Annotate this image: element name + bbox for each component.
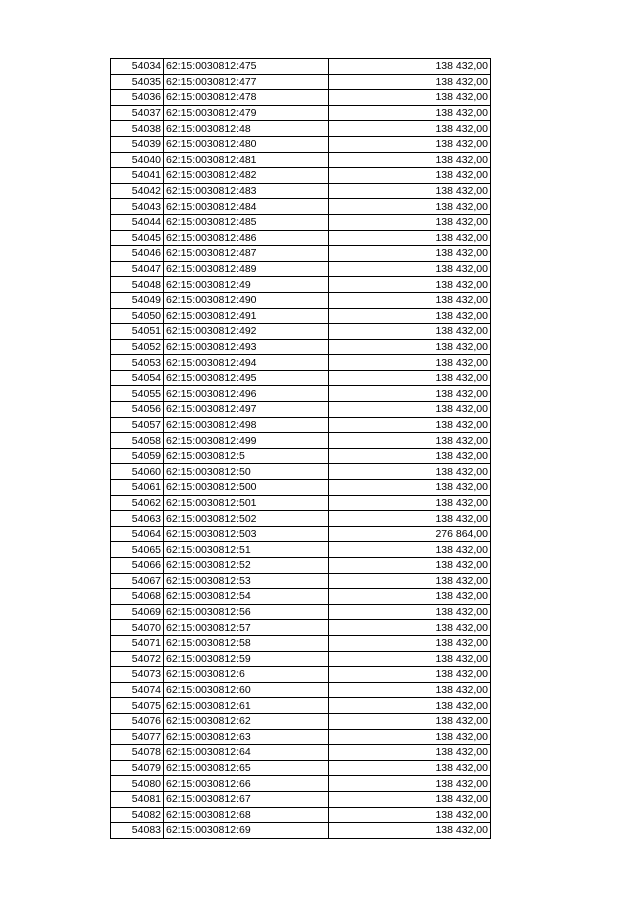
- row-number-cell: 54044: [111, 214, 164, 230]
- table-row: [111, 760, 491, 776]
- table-row: [111, 74, 491, 90]
- table-row: [111, 433, 491, 449]
- cadastral-value-cell: 138 432,00: [329, 823, 491, 839]
- cadastral-value-cell: 138 432,00: [329, 199, 491, 215]
- cadastral-number-cell: 62:15:0030812:490: [164, 292, 329, 308]
- cadastral-value-cell: 138 432,00: [329, 261, 491, 277]
- cadastral-value-cell: 138 432,00: [329, 121, 491, 137]
- cadastral-value-cell: 138 432,00: [329, 339, 491, 355]
- table-row: [111, 635, 491, 651]
- table-row: [111, 105, 491, 121]
- row-number-cell: 54077: [111, 729, 164, 745]
- table-row: [111, 620, 491, 636]
- cadastral-number-cell: 62:15:0030812:477: [164, 74, 329, 90]
- row-number-cell: 54047: [111, 261, 164, 277]
- table-row: [111, 292, 491, 308]
- row-number-cell: 54081: [111, 791, 164, 807]
- cadastral-value-cell: 138 432,00: [329, 433, 491, 449]
- cadastral-number-cell: 62:15:0030812:59: [164, 651, 329, 667]
- cadastral-number-cell: 62:15:0030812:68: [164, 807, 329, 823]
- row-number-cell: 54035: [111, 74, 164, 90]
- row-number-cell: 54051: [111, 324, 164, 340]
- row-number-cell: 54067: [111, 573, 164, 589]
- cadastral-number-cell: 62:15:0030812:66: [164, 776, 329, 792]
- table-row: [111, 495, 491, 511]
- table-row: [111, 807, 491, 823]
- cadastral-value-table: [110, 58, 491, 839]
- table-row: [111, 246, 491, 262]
- cadastral-number-cell: 62:15:0030812:63: [164, 729, 329, 745]
- cadastral-value-cell: 138 432,00: [329, 807, 491, 823]
- table-row: [111, 745, 491, 761]
- row-number-cell: 54061: [111, 480, 164, 496]
- cadastral-number-cell: 62:15:0030812:494: [164, 355, 329, 371]
- table-row: [111, 558, 491, 574]
- cadastral-value-cell: 138 432,00: [329, 386, 491, 402]
- cadastral-number-cell: 62:15:0030812:502: [164, 511, 329, 527]
- row-number-cell: 54060: [111, 464, 164, 480]
- row-number-cell: 54039: [111, 136, 164, 152]
- cadastral-value-cell: 138 432,00: [329, 136, 491, 152]
- cadastral-value-cell: 138 432,00: [329, 105, 491, 121]
- table-row: [111, 277, 491, 293]
- table-row: [111, 168, 491, 184]
- table-row: [111, 324, 491, 340]
- cadastral-number-cell: 62:15:0030812:67: [164, 791, 329, 807]
- table-row: [111, 573, 491, 589]
- row-number-cell: 54045: [111, 230, 164, 246]
- row-number-cell: 54036: [111, 90, 164, 106]
- cadastral-number-cell: 62:15:0030812:56: [164, 604, 329, 620]
- cadastral-value-cell: 138 432,00: [329, 542, 491, 558]
- table-row: [111, 199, 491, 215]
- table-row: [111, 339, 491, 355]
- table-row: [111, 729, 491, 745]
- row-number-cell: 54069: [111, 604, 164, 620]
- cadastral-value-cell: 138 432,00: [329, 635, 491, 651]
- cadastral-value-cell: 138 432,00: [329, 370, 491, 386]
- table-row: [111, 589, 491, 605]
- cadastral-value-cell: 138 432,00: [329, 183, 491, 199]
- row-number-cell: 54065: [111, 542, 164, 558]
- row-number-cell: 54079: [111, 760, 164, 776]
- cadastral-value-cell: 138 432,00: [329, 308, 491, 324]
- row-number-cell: 54078: [111, 745, 164, 761]
- cadastral-value-cell: 138 432,00: [329, 417, 491, 433]
- table-row: [111, 386, 491, 402]
- row-number-cell: 54058: [111, 433, 164, 449]
- table-row: [111, 402, 491, 418]
- cadastral-value-cell: 138 432,00: [329, 402, 491, 418]
- cadastral-number-cell: 62:15:0030812:499: [164, 433, 329, 449]
- row-number-cell: 54071: [111, 635, 164, 651]
- cadastral-number-cell: 62:15:0030812:503: [164, 526, 329, 542]
- row-number-cell: 54038: [111, 121, 164, 137]
- row-number-cell: 54055: [111, 386, 164, 402]
- cadastral-value-cell: 138 432,00: [329, 776, 491, 792]
- row-number-cell: 54043: [111, 199, 164, 215]
- cadastral-number-cell: 62:15:0030812:491: [164, 308, 329, 324]
- row-number-cell: 54062: [111, 495, 164, 511]
- table-row: [111, 651, 491, 667]
- cadastral-number-cell: 62:15:0030812:64: [164, 745, 329, 761]
- row-number-cell: 54059: [111, 448, 164, 464]
- row-number-cell: 54040: [111, 152, 164, 168]
- cadastral-number-cell: 62:15:0030812:53: [164, 573, 329, 589]
- cadastral-number-cell: 62:15:0030812:481: [164, 152, 329, 168]
- table-row: [111, 152, 491, 168]
- row-number-cell: 54057: [111, 417, 164, 433]
- cadastral-number-cell: 62:15:0030812:480: [164, 136, 329, 152]
- cadastral-number-cell: 62:15:0030812:497: [164, 402, 329, 418]
- cadastral-number-cell: 62:15:0030812:51: [164, 542, 329, 558]
- row-number-cell: 54074: [111, 682, 164, 698]
- table-body: [111, 59, 491, 839]
- table-row: [111, 214, 491, 230]
- cadastral-value-cell: 138 432,00: [329, 620, 491, 636]
- cadastral-number-cell: 62:15:0030812:58: [164, 635, 329, 651]
- row-number-cell: 54034: [111, 59, 164, 75]
- table-row: [111, 417, 491, 433]
- cadastral-number-cell: 62:15:0030812:485: [164, 214, 329, 230]
- row-number-cell: 54053: [111, 355, 164, 371]
- cadastral-value-cell: 138 432,00: [329, 573, 491, 589]
- cadastral-value-cell: 138 432,00: [329, 324, 491, 340]
- cadastral-value-cell: 138 432,00: [329, 698, 491, 714]
- table-row: [111, 448, 491, 464]
- table-row: [111, 90, 491, 106]
- cadastral-number-cell: 62:15:0030812:65: [164, 760, 329, 776]
- row-number-cell: 54073: [111, 667, 164, 683]
- cadastral-value-cell: 138 432,00: [329, 448, 491, 464]
- cadastral-number-cell: 62:15:0030812:61: [164, 698, 329, 714]
- cadastral-value-cell: 138 432,00: [329, 90, 491, 106]
- cadastral-number-cell: 62:15:0030812:62: [164, 713, 329, 729]
- table-row: [111, 713, 491, 729]
- cadastral-value-cell: 138 432,00: [329, 589, 491, 605]
- cadastral-value-cell: 138 432,00: [329, 667, 491, 683]
- cadastral-value-cell: 138 432,00: [329, 59, 491, 75]
- cadastral-number-cell: 62:15:0030812:60: [164, 682, 329, 698]
- cadastral-value-cell: 138 432,00: [329, 230, 491, 246]
- table-row: [111, 682, 491, 698]
- cadastral-number-cell: 62:15:0030812:69: [164, 823, 329, 839]
- table-row: [111, 136, 491, 152]
- cadastral-number-cell: 62:15:0030812:50: [164, 464, 329, 480]
- row-number-cell: 54052: [111, 339, 164, 355]
- cadastral-value-cell: 138 432,00: [329, 464, 491, 480]
- cadastral-number-cell: 62:15:0030812:486: [164, 230, 329, 246]
- row-number-cell: 54063: [111, 511, 164, 527]
- cadastral-value-cell: 138 432,00: [329, 511, 491, 527]
- cadastral-value-cell: 138 432,00: [329, 760, 491, 776]
- row-number-cell: 54066: [111, 558, 164, 574]
- table-row: [111, 698, 491, 714]
- cadastral-number-cell: 62:15:0030812:501: [164, 495, 329, 511]
- row-number-cell: 54041: [111, 168, 164, 184]
- cadastral-number-cell: 62:15:0030812:478: [164, 90, 329, 106]
- cadastral-number-cell: 62:15:0030812:496: [164, 386, 329, 402]
- cadastral-value-cell: 138 432,00: [329, 480, 491, 496]
- table-row: [111, 542, 491, 558]
- cadastral-number-cell: 62:15:0030812:492: [164, 324, 329, 340]
- cadastral-value-cell: 138 432,00: [329, 152, 491, 168]
- cadastral-number-cell: 62:15:0030812:52: [164, 558, 329, 574]
- cadastral-value-cell: 276 864,00: [329, 526, 491, 542]
- table-row: [111, 230, 491, 246]
- table-row: [111, 480, 491, 496]
- table-row: [111, 604, 491, 620]
- cadastral-value-cell: 138 432,00: [329, 729, 491, 745]
- row-number-cell: 54048: [111, 277, 164, 293]
- cadastral-number-cell: 62:15:0030812:475: [164, 59, 329, 75]
- row-number-cell: 54049: [111, 292, 164, 308]
- table-row: [111, 183, 491, 199]
- row-number-cell: 54070: [111, 620, 164, 636]
- cadastral-number-cell: 62:15:0030812:5: [164, 448, 329, 464]
- cadastral-value-cell: 138 432,00: [329, 791, 491, 807]
- cadastral-value-cell: 138 432,00: [329, 214, 491, 230]
- table-row: [111, 59, 491, 75]
- table-row: [111, 823, 491, 839]
- table-row: [111, 370, 491, 386]
- cadastral-value-cell: 138 432,00: [329, 277, 491, 293]
- cadastral-number-cell: 62:15:0030812:489: [164, 261, 329, 277]
- table-row: [111, 121, 491, 137]
- cadastral-value-cell: 138 432,00: [329, 682, 491, 698]
- cadastral-number-cell: 62:15:0030812:493: [164, 339, 329, 355]
- cadastral-number-cell: 62:15:0030812:54: [164, 589, 329, 605]
- cadastral-number-cell: 62:15:0030812:48: [164, 121, 329, 137]
- row-number-cell: 54064: [111, 526, 164, 542]
- cadastral-number-cell: 62:15:0030812:482: [164, 168, 329, 184]
- cadastral-value-cell: 138 432,00: [329, 604, 491, 620]
- row-number-cell: 54068: [111, 589, 164, 605]
- row-number-cell: 54080: [111, 776, 164, 792]
- table-row: [111, 464, 491, 480]
- cadastral-value-cell: 138 432,00: [329, 246, 491, 262]
- cadastral-value-cell: 138 432,00: [329, 168, 491, 184]
- cadastral-number-cell: 62:15:0030812:49: [164, 277, 329, 293]
- row-number-cell: 54054: [111, 370, 164, 386]
- table-row: [111, 355, 491, 371]
- cadastral-number-cell: 62:15:0030812:500: [164, 480, 329, 496]
- cadastral-value-cell: 138 432,00: [329, 558, 491, 574]
- row-number-cell: 54082: [111, 807, 164, 823]
- cadastral-value-cell: 138 432,00: [329, 355, 491, 371]
- cadastral-number-cell: 62:15:0030812:498: [164, 417, 329, 433]
- table-row: [111, 791, 491, 807]
- row-number-cell: 54072: [111, 651, 164, 667]
- table-row: [111, 308, 491, 324]
- cadastral-number-cell: 62:15:0030812:484: [164, 199, 329, 215]
- row-number-cell: 54050: [111, 308, 164, 324]
- row-number-cell: 54046: [111, 246, 164, 262]
- cadastral-number-cell: 62:15:0030812:487: [164, 246, 329, 262]
- cadastral-value-cell: 138 432,00: [329, 495, 491, 511]
- row-number-cell: 54076: [111, 713, 164, 729]
- cadastral-value-cell: 138 432,00: [329, 713, 491, 729]
- row-number-cell: 54083: [111, 823, 164, 839]
- cadastral-number-cell: 62:15:0030812:479: [164, 105, 329, 121]
- row-number-cell: 54075: [111, 698, 164, 714]
- table-row: [111, 776, 491, 792]
- cadastral-value-cell: 138 432,00: [329, 745, 491, 761]
- table-row: [111, 261, 491, 277]
- table-row: [111, 667, 491, 683]
- cadastral-number-cell: 62:15:0030812:57: [164, 620, 329, 636]
- table-row: [111, 511, 491, 527]
- row-number-cell: 54042: [111, 183, 164, 199]
- table-row: [111, 526, 491, 542]
- cadastral-value-cell: 138 432,00: [329, 651, 491, 667]
- row-number-cell: 54037: [111, 105, 164, 121]
- cadastral-number-cell: 62:15:0030812:495: [164, 370, 329, 386]
- cadastral-number-cell: 62:15:0030812:483: [164, 183, 329, 199]
- row-number-cell: 54056: [111, 402, 164, 418]
- cadastral-number-cell: 62:15:0030812:6: [164, 667, 329, 683]
- cadastral-value-cell: 138 432,00: [329, 292, 491, 308]
- cadastral-value-cell: 138 432,00: [329, 74, 491, 90]
